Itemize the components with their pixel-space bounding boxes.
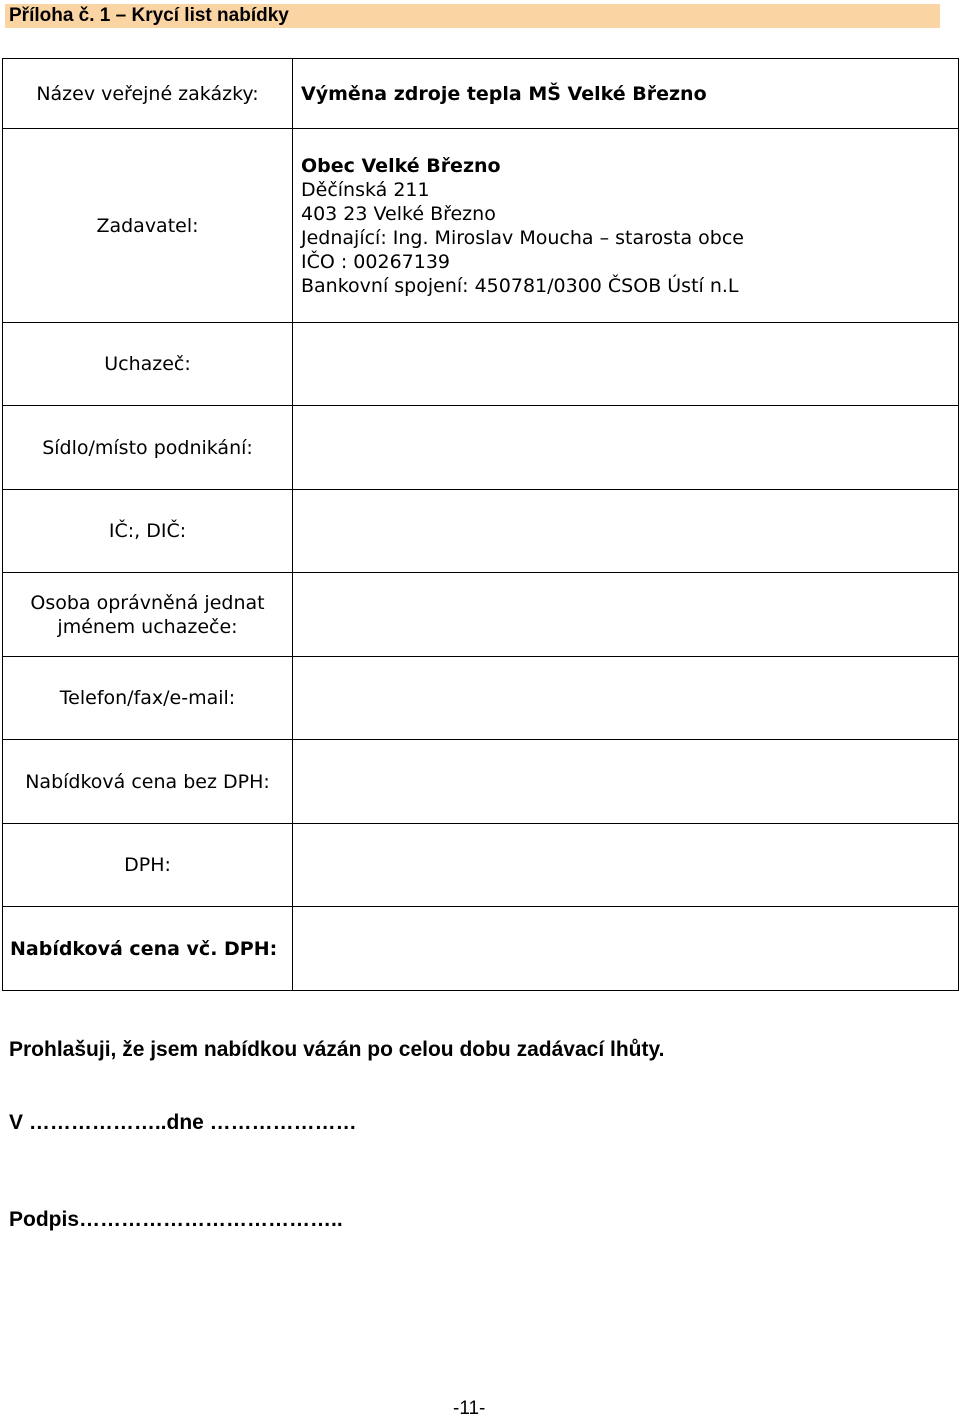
tender-name-label: Název veřejné zakázky: <box>3 59 293 129</box>
table-row <box>3 824 959 907</box>
table-row <box>3 129 959 323</box>
table-row <box>3 740 959 824</box>
authorized-person-label <box>3 573 293 657</box>
authority-city: 403 23 Velké Březno <box>301 202 496 225</box>
table-row <box>3 657 959 740</box>
cover-sheet-table <box>2 58 959 991</box>
table-row <box>3 573 959 657</box>
table-row <box>3 406 959 490</box>
authority-bank: Bankovní spojení: 450781/0300 ČSOB Ústí n.L <box>301 274 739 297</box>
authority-representative: Jednající: Ing. Miroslav Moucha – starosta obce <box>301 226 744 249</box>
authorized-person-label-line1: Osoba oprávněná jednat <box>30 591 265 614</box>
price-with-vat-label: Nabídková cena vč. DPH: <box>3 907 293 991</box>
table-row <box>3 490 959 573</box>
seat-label: Sídlo/místo podnikání: <box>3 406 293 490</box>
applicant-field[interactable] <box>293 323 959 406</box>
place-date-line[interactable]: V ………………..dne ………………… <box>9 1111 357 1134</box>
contact-label: Telefon/fax/e-mail: <box>3 657 293 740</box>
vat-field[interactable] <box>293 824 959 907</box>
contracting-authority-details <box>293 129 959 323</box>
ids-label: IČ:, DIČ: <box>3 490 293 573</box>
contact-field[interactable] <box>293 657 959 740</box>
page-title: Příloha č. 1 – Krycí list nabídky <box>5 4 940 28</box>
authority-ico: IČO : 00267139 <box>301 250 451 273</box>
authorized-person-field[interactable] <box>293 573 959 657</box>
vat-label: DPH: <box>3 824 293 907</box>
contracting-authority-label: Zadavatel: <box>3 129 293 323</box>
price-with-vat-field[interactable] <box>293 907 959 991</box>
tender-name-value: Výměna zdroje tepla MŠ Velké Březno <box>293 59 959 129</box>
signature-line[interactable]: Podpis……………………………….. <box>9 1208 343 1231</box>
authorized-person-label-line2: jménem uchazeče: <box>57 615 238 638</box>
table-row <box>3 59 959 129</box>
price-without-vat-field[interactable] <box>293 740 959 824</box>
applicant-label: Uchazeč: <box>3 323 293 406</box>
table-row <box>3 323 959 406</box>
page-number: -11- <box>453 1398 486 1419</box>
declaration-statement: Prohlašuji, že jsem nabídkou vázán po celou dobu zadávací lhůty. <box>9 1038 665 1061</box>
seat-field[interactable] <box>293 406 959 490</box>
table-row <box>3 907 959 991</box>
ids-field[interactable] <box>293 490 959 573</box>
authority-name: Obec Velké Březno <box>301 154 501 177</box>
authority-street: Děčínská 211 <box>301 178 430 201</box>
price-without-vat-label: Nabídková cena bez DPH: <box>3 740 293 824</box>
